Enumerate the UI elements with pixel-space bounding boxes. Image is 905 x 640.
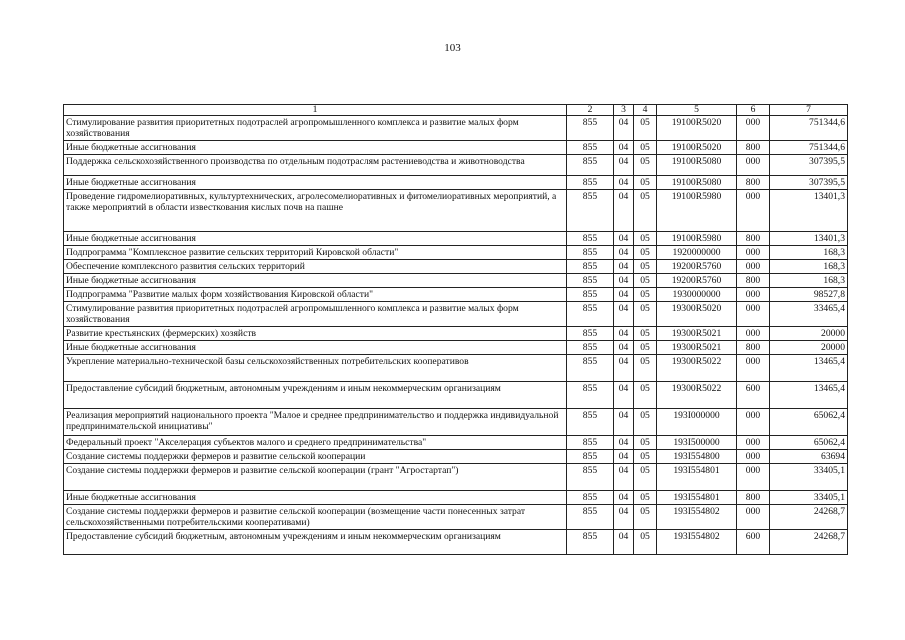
table-row: [64, 176, 848, 190]
amount-cell: 168,3: [770, 260, 848, 274]
subsection-code-cell: 05: [634, 464, 657, 491]
subsection-code-cell: 05: [634, 190, 657, 232]
item-name-cell: Укрепление материально-технической базы сельскохозяйственных потребительских кооперативов: [64, 355, 567, 382]
column-header: 7: [770, 105, 848, 116]
expense-type-code-cell: 800: [737, 232, 770, 246]
subsection-code-cell: 05: [634, 116, 657, 141]
expense-type-code-cell: 000: [737, 246, 770, 260]
table-row: [64, 288, 848, 302]
subsection-code-cell: 05: [634, 327, 657, 341]
subsection-code-cell: 05: [634, 246, 657, 260]
column-header: 1: [64, 105, 567, 116]
target-article-code-cell: 19100R5020: [657, 116, 737, 141]
target-article-code-cell: 1920000000: [657, 246, 737, 260]
section-code-cell: 04: [614, 409, 634, 436]
target-article-code-cell: 19300R5021: [657, 341, 737, 355]
amount-cell: 168,3: [770, 246, 848, 260]
target-article-code-cell: 19300R5022: [657, 382, 737, 409]
expense-type-code-cell: 000: [737, 355, 770, 382]
section-code-cell: 04: [614, 355, 634, 382]
target-article-code-cell: 19300R5021: [657, 327, 737, 341]
amount-cell: 63694: [770, 450, 848, 464]
table-row: [64, 450, 848, 464]
expense-type-code-cell: 000: [737, 505, 770, 530]
item-name-cell: Создание системы поддержки фермеров и развитие сельской кооперации (возмещение части понесенных затрат сельскохозяйственными потребительскими кооперативами): [64, 505, 567, 530]
item-name-cell: Подпрограмма "Комплексное развитие сельских территорий Кировской области": [64, 246, 567, 260]
ministry-code-cell: 855: [567, 505, 614, 530]
expense-type-code-cell: 000: [737, 260, 770, 274]
item-name-cell: Проведение гидромелиоративных, культуртехнических, агролесомелиоративных и фитомелиоративных мероприятий, а также мероприятий в области известкования кислых почв на пашне: [64, 190, 567, 232]
item-name-cell: Иные бюджетные ассигнования: [64, 232, 567, 246]
target-article-code-cell: 19200R5760: [657, 274, 737, 288]
subsection-code-cell: 05: [634, 176, 657, 190]
item-name-cell: Поддержка сельскохозяйственного производства по отдельным подотраслям растениеводства и животноводства: [64, 155, 567, 176]
expense-type-code-cell: 800: [737, 176, 770, 190]
table-row: [64, 274, 848, 288]
section-code-cell: 04: [614, 155, 634, 176]
item-name-cell: Стимулирование развития приоритетных подотраслей агропромышленного комплекса и развитие малых форм хозяйствования: [64, 302, 567, 327]
ministry-code-cell: 855: [567, 355, 614, 382]
ministry-code-cell: 855: [567, 450, 614, 464]
table-row: [64, 491, 848, 505]
target-article-code-cell: 19200R5760: [657, 260, 737, 274]
expense-type-code-cell: 800: [737, 491, 770, 505]
column-header: 6: [737, 105, 770, 116]
ministry-code-cell: 855: [567, 246, 614, 260]
table-row: [64, 327, 848, 341]
page-number: 103: [444, 42, 461, 54]
table-row: [64, 464, 848, 491]
target-article-code-cell: 193I500000: [657, 436, 737, 450]
item-name-cell: Подпрограмма "Развитие малых форм хозяйствования Кировской области": [64, 288, 567, 302]
subsection-code-cell: 05: [634, 232, 657, 246]
item-name-cell: Иные бюджетные ассигнования: [64, 141, 567, 155]
table-row: [64, 382, 848, 409]
subsection-code-cell: 05: [634, 436, 657, 450]
target-article-code-cell: 19100R5020: [657, 141, 737, 155]
table-row: [64, 436, 848, 450]
ministry-code-cell: 855: [567, 155, 614, 176]
section-code-cell: 04: [614, 530, 634, 555]
subsection-code-cell: 05: [634, 260, 657, 274]
table-row: [64, 302, 848, 327]
target-article-code-cell: 19100R5980: [657, 232, 737, 246]
subsection-code-cell: 05: [634, 155, 657, 176]
subsection-code-cell: 05: [634, 302, 657, 327]
column-header: 5: [657, 105, 737, 116]
ministry-code-cell: 855: [567, 232, 614, 246]
expense-type-code-cell: 000: [737, 302, 770, 327]
section-code-cell: 04: [614, 176, 634, 190]
section-code-cell: 04: [614, 232, 634, 246]
item-name-cell: Обеспечение комплексного развития сельских территорий: [64, 260, 567, 274]
table-row: [64, 190, 848, 232]
item-name-cell: Предоставление субсидий бюджетным, автономным учреждениям и иным некоммерческим организациям: [64, 530, 567, 555]
subsection-code-cell: 05: [634, 505, 657, 530]
subsection-code-cell: 05: [634, 491, 657, 505]
section-code-cell: 04: [614, 464, 634, 491]
table-row: [64, 155, 848, 176]
subsection-code-cell: 05: [634, 141, 657, 155]
section-code-cell: 04: [614, 382, 634, 409]
table-row: [64, 260, 848, 274]
item-name-cell: Иные бюджетные ассигнования: [64, 341, 567, 355]
amount-cell: 13465,4: [770, 382, 848, 409]
table-row: [64, 341, 848, 355]
subsection-code-cell: 05: [634, 450, 657, 464]
ministry-code-cell: 855: [567, 302, 614, 327]
section-code-cell: 04: [614, 116, 634, 141]
header-row: [64, 105, 848, 116]
amount-cell: 13401,3: [770, 190, 848, 232]
amount-cell: 33405,1: [770, 464, 848, 491]
expense-type-code-cell: 800: [737, 274, 770, 288]
section-code-cell: 04: [614, 450, 634, 464]
amount-cell: 307395,5: [770, 176, 848, 190]
expense-type-code-cell: 600: [737, 382, 770, 409]
section-code-cell: 04: [614, 436, 634, 450]
target-article-code-cell: 193I554802: [657, 530, 737, 555]
amount-cell: 13465,4: [770, 355, 848, 382]
target-article-code-cell: 193I554800: [657, 450, 737, 464]
target-article-code-cell: 193I554801: [657, 491, 737, 505]
table-row: [64, 246, 848, 260]
amount-cell: 65062,4: [770, 436, 848, 450]
column-header: 3: [614, 105, 634, 116]
table-row: [64, 530, 848, 555]
subsection-code-cell: 05: [634, 274, 657, 288]
subsection-code-cell: 05: [634, 288, 657, 302]
amount-cell: 65062,4: [770, 409, 848, 436]
ministry-code-cell: 855: [567, 341, 614, 355]
amount-cell: 24268,7: [770, 530, 848, 555]
item-name-cell: Создание системы поддержки фермеров и развитие сельской кооперации: [64, 450, 567, 464]
amount-cell: 33405,1: [770, 491, 848, 505]
expense-type-code-cell: 000: [737, 116, 770, 141]
table-row: [64, 141, 848, 155]
ministry-code-cell: 855: [567, 382, 614, 409]
table-row: [64, 505, 848, 530]
section-code-cell: 04: [614, 341, 634, 355]
amount-cell: 13401,3: [770, 232, 848, 246]
amount-cell: 307395,5: [770, 155, 848, 176]
expense-type-code-cell: 000: [737, 409, 770, 436]
target-article-code-cell: 19300R5022: [657, 355, 737, 382]
expense-type-code-cell: 800: [737, 341, 770, 355]
expense-type-code-cell: 000: [737, 155, 770, 176]
table-row: [64, 232, 848, 246]
subsection-code-cell: 05: [634, 409, 657, 436]
target-article-code-cell: 19100R5080: [657, 176, 737, 190]
item-name-cell: Иные бюджетные ассигнования: [64, 176, 567, 190]
amount-cell: 33465,4: [770, 302, 848, 327]
amount-cell: 20000: [770, 341, 848, 355]
ministry-code-cell: 855: [567, 436, 614, 450]
item-name-cell: Иные бюджетные ассигнования: [64, 491, 567, 505]
table-row: [64, 409, 848, 436]
expense-type-code-cell: 800: [737, 141, 770, 155]
ministry-code-cell: 855: [567, 288, 614, 302]
ministry-code-cell: 855: [567, 141, 614, 155]
target-article-code-cell: 19300R5020: [657, 302, 737, 327]
section-code-cell: 04: [614, 260, 634, 274]
amount-cell: 751344,6: [770, 116, 848, 141]
item-name-cell: Предоставление субсидий бюджетным, автономным учреждениям и иным некоммерческим организациям: [64, 382, 567, 409]
section-code-cell: 04: [614, 141, 634, 155]
ministry-code-cell: 855: [567, 464, 614, 491]
target-article-code-cell: 19100R5080: [657, 155, 737, 176]
expense-type-code-cell: 000: [737, 190, 770, 232]
ministry-code-cell: 855: [567, 116, 614, 141]
section-code-cell: 04: [614, 190, 634, 232]
section-code-cell: 04: [614, 505, 634, 530]
expense-type-code-cell: 600: [737, 530, 770, 555]
ministry-code-cell: 855: [567, 327, 614, 341]
amount-cell: 24268,7: [770, 505, 848, 530]
expense-type-code-cell: 000: [737, 464, 770, 491]
section-code-cell: 04: [614, 491, 634, 505]
item-name-cell: Развитие крестьянских (фермерских) хозяйств: [64, 327, 567, 341]
amount-cell: 751344,6: [770, 141, 848, 155]
expense-type-code-cell: 000: [737, 450, 770, 464]
section-code-cell: 04: [614, 246, 634, 260]
section-code-cell: 04: [614, 302, 634, 327]
section-code-cell: 04: [614, 327, 634, 341]
table-row: [64, 355, 848, 382]
amount-cell: 20000: [770, 327, 848, 341]
expense-type-code-cell: 000: [737, 288, 770, 302]
ministry-code-cell: 855: [567, 260, 614, 274]
amount-cell: 168,3: [770, 274, 848, 288]
column-header: 2: [567, 105, 614, 116]
target-article-code-cell: 19100R5980: [657, 190, 737, 232]
item-name-cell: Реализация мероприятий национального проекта "Малое и среднее предпринимательство и поддержка индивидуальной предпринимательской инициативы": [64, 409, 567, 436]
ministry-code-cell: 855: [567, 491, 614, 505]
item-name-cell: Иные бюджетные ассигнования: [64, 274, 567, 288]
target-article-code-cell: 1930000000: [657, 288, 737, 302]
ministry-code-cell: 855: [567, 409, 614, 436]
column-header: 4: [634, 105, 657, 116]
subsection-code-cell: 05: [634, 341, 657, 355]
section-code-cell: 04: [614, 288, 634, 302]
item-name-cell: Создание системы поддержки фермеров и развитие сельской кооперации (грант "Агростартап"): [64, 464, 567, 491]
amount-cell: 98527,8: [770, 288, 848, 302]
section-code-cell: 04: [614, 274, 634, 288]
budget-table: [63, 104, 848, 555]
ministry-code-cell: 855: [567, 190, 614, 232]
item-name-cell: Федеральный проект "Акселерация субъектов малого и среднего предпринимательства": [64, 436, 567, 450]
subsection-code-cell: 05: [634, 530, 657, 555]
item-name-cell: Стимулирование развития приоритетных подотраслей агропромышленного комплекса и развитие малых форм хозяйствования: [64, 116, 567, 141]
subsection-code-cell: 05: [634, 382, 657, 409]
ministry-code-cell: 855: [567, 274, 614, 288]
target-article-code-cell: 193I554801: [657, 464, 737, 491]
expense-type-code-cell: 000: [737, 327, 770, 341]
ministry-code-cell: 855: [567, 176, 614, 190]
table-row: [64, 116, 848, 141]
target-article-code-cell: 193I000000: [657, 409, 737, 436]
ministry-code-cell: 855: [567, 530, 614, 555]
target-article-code-cell: 193I554802: [657, 505, 737, 530]
subsection-code-cell: 05: [634, 355, 657, 382]
expense-type-code-cell: 000: [737, 436, 770, 450]
